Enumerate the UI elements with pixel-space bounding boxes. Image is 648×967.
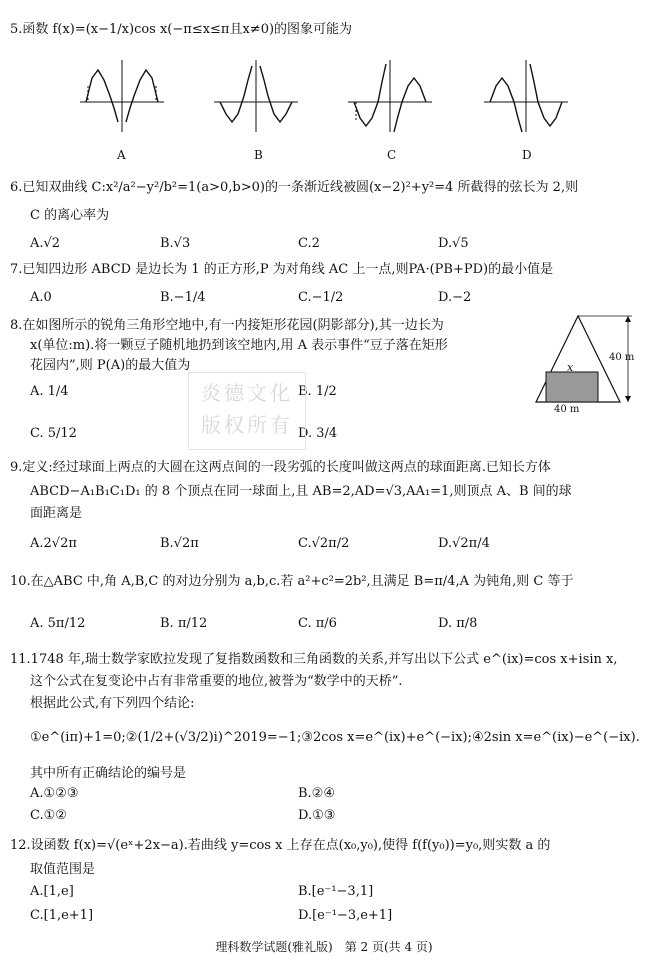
q8-option-c[interactable]: C. 5/12 [30, 426, 77, 441]
q11-option-a[interactable]: A.①②③ [30, 786, 79, 801]
q5-graph-a [78, 56, 168, 136]
q8-stem-2: x(单位:m).将一颗豆子随机地扔到该空地内,用 A 表示事件“豆子落在矩形 [30, 338, 448, 353]
q5-graph-d [482, 56, 572, 136]
q6-option-a[interactable]: A.√2 [30, 236, 61, 251]
copyright-watermark [188, 372, 306, 450]
q8-option-b[interactable]: B. 1/2 [298, 384, 337, 399]
q7-option-a[interactable]: A.0 [30, 290, 52, 305]
q6-option-c[interactable]: C.2 [298, 236, 320, 251]
q6-stem-2: C 的离心率为 [30, 208, 110, 223]
q7-stem: 7.已知四边形 ABCD 是边长为 1 的正方形,P 为对角线 AC 上一点,则PA·(PB+PD)的最小值是 [10, 262, 554, 277]
q5-option-b[interactable]: B [254, 148, 263, 162]
q12-option-b[interactable]: B.[e⁻¹−3,1] [298, 884, 374, 899]
q8-stem-3: 花园内”,则 P(A)的最大值为 [30, 358, 191, 373]
q5-graph-c [346, 56, 436, 136]
q9-option-d[interactable]: D.√2π/4 [438, 536, 490, 551]
page-footer: 理科数学试题(雅礼版) 第 2 页(共 4 页) [215, 940, 433, 954]
q9-option-b[interactable]: B.√2π [160, 536, 199, 551]
q9-stem-3: 面距离是 [30, 506, 83, 521]
q11-stem-5: 其中所有正确结论的编号是 [30, 766, 187, 781]
q5-option-c[interactable]: C [387, 148, 397, 162]
q7-option-b[interactable]: B.−1/4 [160, 290, 206, 305]
q12-option-c[interactable]: C.[1,e+1] [30, 908, 94, 923]
q10-option-c[interactable]: C. π/6 [298, 616, 337, 631]
q8-figure-height-label: 40 m [609, 352, 635, 363]
q11-stem-4: ①e^(iπ)+1=0;②(1/2+(√3/2)i)^2019=−1;③2cos x=e^(ix)+e^(−ix);④2sin x=e^(ix)−e^(−ix). [30, 730, 640, 745]
q9-option-a[interactable]: A.2√2π [30, 536, 77, 551]
q8-figure-x-label: x [567, 361, 574, 374]
q12-stem-1: 12.设函数 f(x)=√(eˣ+2x−a).若曲线 y=cos x 上存在点(x₀,y₀),使得 f(f(y₀))=y₀,则实数 a 的 [10, 838, 551, 853]
q11-stem-1: 11.1748 年,瑞士数学家欧拉发现了复指数函数和三角函数的关系,并写出以下公式 e^(ix)=cos x+isin x, [10, 652, 618, 667]
q9-stem-2: ABCD−A₁B₁C₁D₁ 的 8 个顶点在同一球面上,且 AB=2,AD=√3,AA₁=1,则顶点 A、B 间的球 [30, 484, 572, 499]
q5-option-a[interactable]: A [117, 148, 126, 162]
q11-option-d[interactable]: D.①③ [298, 808, 336, 823]
q5-graph-b [212, 56, 302, 136]
q6-option-d[interactable]: D.√5 [438, 236, 469, 251]
q9-option-c[interactable]: C.√2π/2 [298, 536, 350, 551]
q8-stem-1: 8.在如图所示的锐角三角形空地中,有一内接矩形花园(阴影部分),其一边长为 [10, 318, 444, 333]
q8-option-a[interactable]: A. 1/4 [30, 384, 69, 399]
q7-option-c[interactable]: C.−1/2 [298, 290, 344, 305]
q12-option-d[interactable]: D.[e⁻¹−3,e+1] [298, 908, 393, 923]
q6-option-b[interactable]: B.√3 [160, 236, 191, 251]
q8-figure-base-label: 40 m [554, 404, 580, 415]
q9-stem-1: 9.定义:经过球面上两点的大圆在这两点间的一段劣弧的长度叫做这两点的球面距离.已知长方体 [10, 460, 551, 475]
q7-option-d[interactable]: D.−2 [438, 290, 472, 305]
q6-stem-1: 6.已知双曲线 C:x²/a²−y²/b²=1(a>0,b>0)的一条渐近线被圆(x−2)²+y²=4 所截得的弦长为 2,则 [10, 180, 579, 195]
q10-option-d[interactable]: D. π/8 [438, 616, 478, 631]
q11-option-b[interactable]: B.②④ [298, 786, 335, 801]
q10-option-a[interactable]: A. 5π/12 [30, 616, 86, 631]
q8-option-d[interactable]: D. 3/4 [298, 426, 338, 441]
q10-option-b[interactable]: B. π/12 [160, 616, 208, 631]
q11-stem-3: 根据此公式,有下列四个结论: [30, 696, 195, 711]
q5-stem: 5.函数 f(x)=(x−1/x)cos x(−π≤x≤π且x≠0)的图象可能为 [10, 22, 353, 37]
watermark-line-2: 版权所有 [201, 413, 293, 437]
q8-triangle-figure [522, 310, 644, 422]
q5-option-d[interactable]: D [522, 148, 532, 162]
q11-option-c[interactable]: C.①② [30, 808, 67, 823]
q10-stem: 10.在△ABC 中,角 A,B,C 的对边分别为 a,b,c.若 a²+c²=2b²,且满足 B=π/4,A 为钝角,则 C 等于 [10, 574, 574, 589]
q12-option-a[interactable]: A.[1,e] [30, 884, 74, 899]
watermark-line-1: 炎德文化 [201, 381, 293, 405]
q11-stem-2: 这个公式在复变论中占有非常重要的地位,被誉为“数学中的天桥”. [30, 674, 403, 689]
q12-stem-2: 取值范围是 [30, 862, 96, 877]
